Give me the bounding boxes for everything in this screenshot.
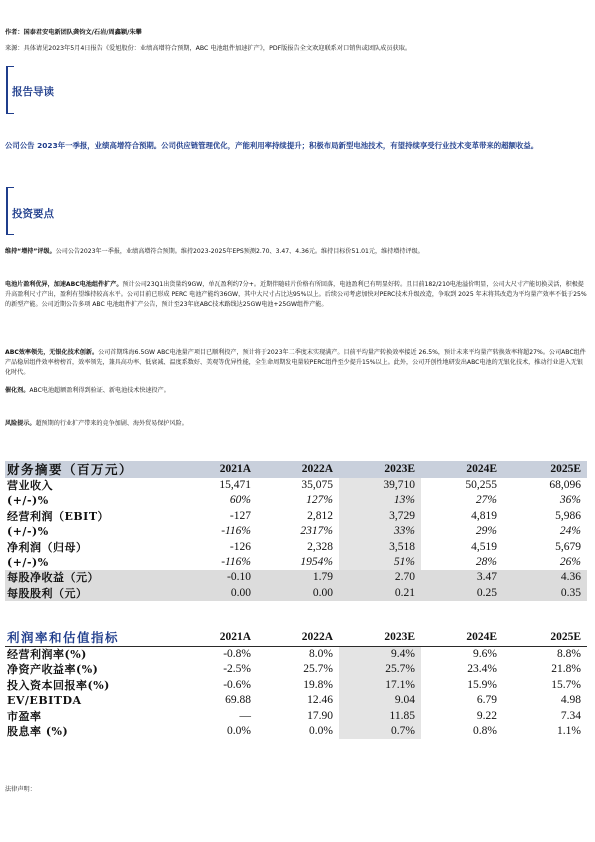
table-cell: 4,819 [471,509,497,522]
row-label: 每股股利（元） [7,586,88,600]
table-cell: -116% [221,525,251,538]
table-cell: 7.34 [560,709,581,722]
table-row [5,524,587,539]
table-cell: 36% [559,494,581,507]
table-cell: 5,679 [555,540,581,553]
table-cell: 69.88 [225,694,251,707]
table-row [5,662,587,677]
table-cell: -2.5% [223,663,251,676]
table-header-cell: 2022A [301,463,333,475]
table-cell: 15.9% [467,678,497,691]
table-cell: 2,328 [307,540,333,553]
table-row [5,647,587,663]
table-cell: 2317% [300,525,333,538]
table-cell: 51% [339,555,421,570]
table-row [5,540,587,555]
table-cell: 0.25 [476,586,497,599]
valuation-metrics-table [5,629,587,739]
table-cell: 3.47 [476,571,497,584]
table-cell: 33% [339,524,421,539]
table-cell: 1.1% [557,725,581,738]
section-title-points: 投资要点 [12,208,54,220]
point-risk-text: 超预期的行业扩产带来的竞争加剧、海外贸易保护风险。 [35,420,188,427]
table-cell: 50,255 [465,479,497,491]
point-rating-text: 公司公告2023年一季报，业绩高增符合预期。维持2023-2025年EPS预测2.70、3.47、4.36元。维持目标价51.01元，维持增持评级。 [55,248,424,255]
table-cell: 21.8% [551,663,581,676]
table-cell: -0.10 [227,571,251,584]
table-cell: 35,075 [301,479,333,491]
table-cell: 17.1% [339,678,421,693]
point-risk-bold: 风险提示。 [5,420,36,427]
table-row [5,693,587,708]
table-cell: 29% [475,525,497,538]
table-cell: 28% [475,556,497,569]
table-cell: 9.22 [476,709,497,722]
table-cell: 11.85 [339,709,421,724]
table-cell: 27% [475,494,497,507]
table-cell: 60% [229,494,251,507]
table-cell: 12.46 [307,694,333,707]
row-label: 净资产收益率(%) [7,663,99,677]
valuation-metrics-header-row [5,629,587,647]
table-cell: — [239,709,251,722]
table-cell: 13% [339,493,421,508]
table-cell: 24% [559,525,581,538]
table-row [5,570,587,585]
row-label: (+/-)% [7,494,49,508]
row-label: EV/EBITDA [7,694,82,708]
row-label: 经营利润（EBIT） [7,509,110,523]
row-label: (+/-)% [7,556,49,570]
table-row [5,509,587,524]
authors-line: 作者：国泰君安电新团队龚钧文/石岩/周鑫颖/朱攀 [5,29,142,36]
table-cell: 127% [306,494,333,507]
financial-summary-header-row [5,461,587,478]
table-cell: 4,519 [471,540,497,553]
row-label: 市盈率 [7,709,42,723]
table-cell: -126 [229,540,251,553]
table-cell: 0.35 [560,586,581,599]
point-catalyst [5,386,587,396]
table-cell: 0.00 [312,586,333,599]
table-cell: -0.6% [223,678,251,691]
table-header-cell: 2023E [339,629,421,647]
table-row [5,709,587,724]
table-cell: 3,729 [339,509,421,524]
table-cell: 9.6% [473,648,497,660]
point-abc-text: 公司首期珠海6.5GW ABC电池量产项目已顺利投产，预计将于2023年二季度末实现满产。目前平均量产转换效率接近 26.5%，预计未来平均量产转换效率将超27%。公司ABC组件产品稳居组件效率榜榜首，效率领先，兼具高功率、低衰减、温度系数好、美观等优异性能，全生命周期发电量较PERC组件至少提升15%以上。此外，公司开创性地研发出ABC电池的无银化技术，推动行业进入无银化时代。 [5,349,586,377]
table-header-cell: 2021A [175,629,257,647]
point-cell-profit-text: 预计公司23Q1出货量约9GW，单瓦盈利约7分+。近期伴随硅片价格有所回落，电池盈利已有明显好转。且目前182/210电池溢价明显，公司大尺寸产能切换灵活，积极提升高盈利尺寸产出，盈利有望维持较高水平。公司目前已形成 PERC 电池产能约36GW，其中大尺寸占比达95%以上。后续公司考虑加快对PERC技术升级改造，争取到 2025 年末将其改造为平均量产效率不低于25%的新型产能。公司近期公告多项 ABC 电池组件扩产公告，预计至23年底ABC技术路线达25GW电池+25GW组件产能。 [5,281,587,309]
point-rating-bold: 维持“增持”评级。 [5,248,56,255]
table-cell: 0.7% [339,724,421,739]
table-row [5,586,587,601]
table-cell: 2,812 [307,509,333,522]
point-abc [5,348,587,379]
intro-summary: 公司公告 2023年一季报，业绩高增符合预期。公司供应链管理优化，产能利用率持续提升；积极布局新型电池技术，有望持续享受行业技术变革带来的超额收益。 [5,141,539,150]
table-cell: -0.8% [223,648,251,660]
table-cell: 0.21 [394,586,415,599]
row-label: 净利润（归母） [7,540,88,554]
legal-statement: 法律声明： [5,786,36,793]
table-header-cell: 2024E [421,629,503,647]
table-cell: 8.0% [309,648,333,660]
table-row [5,493,587,508]
table-header-cell: 2025E [503,629,587,647]
source-text: 来源：具体请见2023年5月4日报告《爱旭股份：业绩高增符合预期，ABC 电池组件加速扩产》，PDF版报告全文欢迎联系对口销售或团队成员获取。 [5,45,412,52]
point-rating [5,247,587,257]
row-label: 经营利润率(%) [7,648,87,661]
table-cell: 25.7% [303,663,333,676]
table-cell: 3,518 [339,540,421,555]
table-cell: 8.8% [557,648,581,660]
table-cell: 17.90 [307,709,333,722]
table-cell: 9.04 [339,693,421,708]
table-cell: -127 [229,509,251,522]
point-abc-bold: ABC效率领先，无银化技术创新。 [5,349,99,356]
financial-summary-table [5,461,587,601]
table-cell: 39,710 [339,478,421,493]
section-title-intro: 报告导读 [12,86,54,98]
table-cell: 6.79 [476,694,497,707]
point-catalyst-bold: 催化剂。 [5,387,30,394]
table-header-cell: 2025E [550,463,581,475]
table-header-cell: 利润率和估值指标 [5,629,175,647]
table-cell: 4.36 [560,571,581,584]
table-header-cell: 2021A [219,463,251,475]
table-cell: 0.0% [227,725,251,738]
table-cell: 1.79 [312,571,333,584]
row-label: 股息率 (%) [7,725,69,739]
point-cell-profit [5,280,587,311]
table-cell: 4.98 [560,694,581,707]
row-label: (+/-)% [7,525,49,539]
table-cell: 15,471 [219,479,251,491]
table-cell: 2.70 [394,571,415,584]
point-risk [5,419,587,429]
table-cell: -116% [221,556,251,569]
table-cell: 0.00 [230,586,251,599]
table-header-cell: 2024E [466,463,497,475]
table-cell: 0.0% [309,725,333,738]
table-row [5,555,587,570]
table-cell: 25.7% [339,662,421,677]
table-header-cell: 财务摘要（百万元） [7,462,134,477]
table-row [5,724,587,739]
table-cell: 0.8% [473,725,497,738]
table-cell: 15.7% [551,678,581,691]
table-cell: 9.4% [339,647,421,663]
table-cell: 1954% [300,556,333,569]
point-cell-profit-bold: 电池片盈利优异，加速ABC电池组件扩产。 [5,281,123,288]
table-cell: 68,096 [549,479,581,491]
table-cell: 23.4% [467,663,497,676]
table-cell: 26% [559,556,581,569]
table-row [5,478,587,493]
table-row [5,678,587,693]
table-header-cell: 2023E [384,463,415,475]
source-line [5,44,590,54]
table-header-cell: 2022A [257,629,339,647]
table-cell: 5,986 [555,509,581,522]
row-label: 投入资本回报率(%) [7,678,110,692]
row-label: 营业收入 [7,479,53,492]
table-cell: 19.8% [303,678,333,691]
row-label: 每股净收益（元） [7,571,99,585]
point-catalyst-text: ABC电池超额盈利得到验证、新电池技术快速投产。 [29,387,170,394]
